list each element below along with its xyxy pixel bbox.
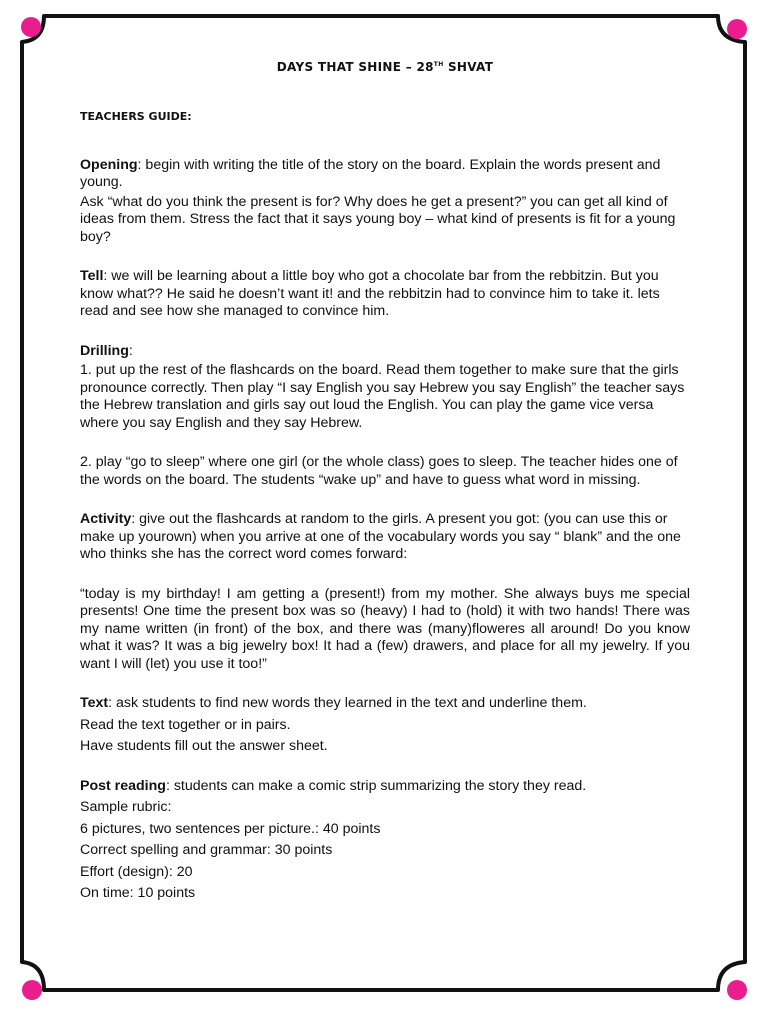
drilling-section xyxy=(80,343,690,433)
drilling-step-1: 1. put up the rest of the flashcards on the board. Read them together to make sure that the girls pronounce correctly. Then play “I say English you say Hebrew you say English” the teacher says the Hebrew translation and girls say out loud the English. You can play the game vice versa where you say English and they say Hebrew. xyxy=(80,362,685,431)
rubric-item: 6 pictures, two sentences per picture.: 40 points xyxy=(80,820,381,837)
tell-paragraph: Tell: we will be learning about a little boy who got a chocolate bar from the rebbitzin. But you know what?? He said he doesn’t want it! and the rebbitzin had to convince him to take it. lets read and see how she managed to convince him. xyxy=(80,268,660,319)
drilling-heading: Drilling: xyxy=(80,342,133,359)
activity-label: Activity xyxy=(80,511,132,527)
text-line-3: Have students fill out the answer sheet. xyxy=(80,738,328,754)
post-reading-label: Post reading xyxy=(80,777,166,794)
rubric-item: Correct spelling and grammar: 30 points xyxy=(80,842,333,858)
text-paragraph: Text: ask students to find new words they learned in the text and underline them. xyxy=(80,695,587,711)
opening-question-paragraph: Ask “what do you think the present is for? Why does he get a present?” you can get all kind of ideas from them. Stress the fact that it says young boy – what kind of presents is fit for a young boy? xyxy=(80,193,676,245)
activity-story: “today is my birthday! I am getting a (present!) from my mother. She always buys me special presents! One time the present box was so (heavy) I had to (hold) it with two hands! There was my name written (in front) of the box, and there was (many)floweres all around! Do you know what it was? It was a big jewelry box! It had a (few) drawers, and place for all my jewelry. If you want I will (let) you use it too!” xyxy=(80,585,690,672)
text-section xyxy=(80,695,690,756)
drilling-step-2: 2. play “go to sleep” where one girl (or the whole class) goes to sleep. The teacher hides one of the words on the board. The students “wake up” and have to guess what word in missing. xyxy=(80,454,678,488)
tell-label: Tell xyxy=(80,268,104,284)
corner-dot-bottom-right xyxy=(727,980,747,1000)
text-line-2: Read the text together or in pairs. xyxy=(80,716,291,733)
opening-section xyxy=(80,157,690,247)
post-reading-paragraph: Post reading: students can make a comic strip summarizing the story they read. xyxy=(80,777,587,794)
corner-dot-bottom-left xyxy=(22,980,42,1000)
drilling-step-2-section xyxy=(80,454,690,489)
corner-dot-top-right xyxy=(727,19,747,39)
page-title: DAYS THAT SHINE – 28TH SHVAT xyxy=(276,60,494,74)
activity-section xyxy=(80,511,690,564)
text-label: Text xyxy=(80,695,109,711)
activity-paragraph: Activity: give out the flashcards at random to the girls. A present you got: (you can use this or make up yourown) when you arrive at one of the vocabulary words you say “ blank” and the one who thinks she has the correct word comes forward: xyxy=(80,511,681,562)
guide-heading: TEACHERS GUIDE: xyxy=(80,110,192,123)
activity-story-section xyxy=(80,586,690,674)
opening-label: Opening xyxy=(80,156,138,173)
tell-section xyxy=(80,268,690,321)
drilling-label: Drilling xyxy=(80,342,129,359)
rubric-item: Effort (design): 20 xyxy=(80,863,193,880)
corner-dot-top-left xyxy=(21,17,41,37)
rubric-item: On time: 10 points xyxy=(80,885,196,901)
rubric-title: Sample rubric: xyxy=(80,799,172,815)
opening-paragraph: Opening: begin with writing the title of the story on the board. Explain the words present and young. xyxy=(80,156,661,190)
document-body xyxy=(80,108,690,925)
post-reading-section xyxy=(80,778,690,903)
